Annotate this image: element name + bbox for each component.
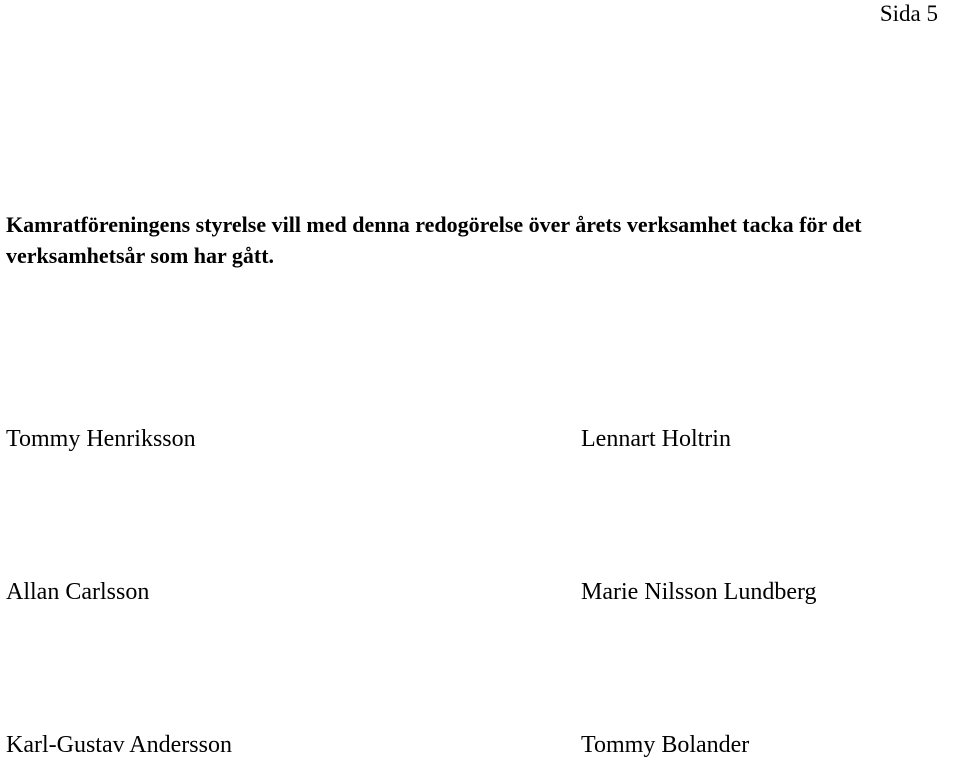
signature-name: Tommy Bolander [581,732,750,758]
signature-name: Karl-Gustav Andersson [6,732,232,758]
page-number: Sida 5 [879,1,938,26]
signature-name: Tommy Henriksson [6,426,196,452]
signature-name: Allan Carlsson [6,579,150,605]
board-statement: Kamratföreningens styrelse vill med denna redogörelse över årets verksamhet tacka för det verksamhetsår som har gått. [6,212,862,268]
signature-name: Marie Nilsson Lundberg [581,579,817,605]
signature-name: Lennart Holtrin [581,426,731,452]
